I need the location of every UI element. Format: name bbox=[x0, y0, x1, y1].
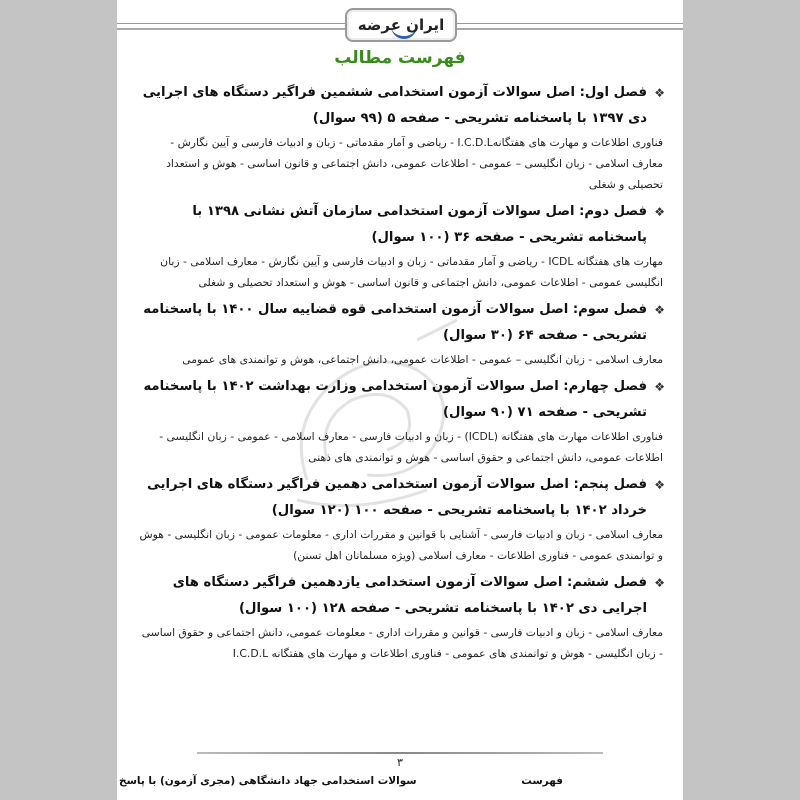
chapter-description: فناوری اطلاعات مهارت های هفتگانه (ICDL) - زبان و ادبیات فارسی - معارف اسلامی - عمومی - زبان انگلیسی - اطلاعات عمومی، دانش اجتماعی و حقوق اساسی - هوش و توانمندی های ذهنی bbox=[159, 430, 663, 464]
page-number: ۳ bbox=[397, 756, 403, 769]
chapter-title-text: فصل چهارم: اصل سوالات آزمون استخدامی وزارت بهداشت ۱۴۰۲ با پاسخنامه تشریحی - صفحه ۷۱ (۹۰ سوال) bbox=[143, 379, 647, 420]
footer-section-name: فهرست bbox=[521, 775, 563, 787]
chapter-description: معارف اسلامی - زبان و ادبیات فارسی - قوانین و مقررات اداری - معلومات عمومی، دانش اجتماعی و حقوق اساسی - زبان انگلیسی - هوش و توانمندی های عمومی - فناوری اطلاعات و مهارت های هفتگانه I.C.D.L bbox=[141, 626, 663, 660]
toc-chapter[interactable] bbox=[137, 199, 665, 293]
footer-divider bbox=[197, 752, 603, 754]
chapter-title-text: فصل ششم: اصل سوالات آزمون استخدامی یازدهمین فراگیر دستگاه های اجرایی دی ۱۴۰۲ با پاسخنامه تشریحی - صفحه ۱۲۸ (۱۰۰ سوال) bbox=[172, 575, 647, 616]
chapter-title[interactable] bbox=[137, 472, 665, 524]
diamond-bullet-icon: ❖ bbox=[654, 205, 665, 219]
logo-text: ایران عرضه bbox=[357, 16, 445, 34]
chapter-title[interactable] bbox=[137, 297, 665, 349]
chapter-title-text: فصل سوم: اصل سوالات آزمون استخدامی قوه قضاییه سال ۱۴۰۰ با پاسخنامه تشریحی - صفحه ۶۴ (۳۰ سوال) bbox=[143, 302, 647, 343]
chapter-title[interactable] bbox=[137, 570, 665, 622]
toc-chapter[interactable] bbox=[137, 297, 665, 370]
diamond-bullet-icon: ❖ bbox=[654, 86, 665, 100]
chapter-description: فناوری اطلاعات و مهارت های هفتگانهI.C.D.L - ریاضی و آمار مقدماتی - زبان و ادبیات فارسی و آیین نگارش - معارف اسلامی - زبان انگلیسی – عمومی - اطلاعات عمومی، دانش اجتماعی و قانون اساسی - هوش و استعداد تحصیلی و شغلی bbox=[166, 136, 663, 191]
chapter-title-text: فصل دوم: اصل سوالات آزمون استخدامی سازمان آتش نشانی ۱۳۹۸ با پاسخنامه تشریحی - صفحه ۳۶ (۱۰۰ سوال) bbox=[192, 204, 647, 245]
diamond-bullet-icon: ❖ bbox=[654, 380, 665, 394]
footer bbox=[117, 772, 683, 790]
toc-chapter[interactable] bbox=[137, 472, 665, 566]
toc-chapter[interactable] bbox=[137, 374, 665, 468]
chapter-title[interactable] bbox=[137, 80, 665, 132]
chapter-description: معارف اسلامی - زبان و ادبیات فارسی - آشنایی با قوانین و مقررات اداری - معلومات عمومی - زبان انگلیسی - هوش و توانمندی عمومی - فناوری اطلاعات - معارف اسلامی (ویژه مسلمانان اهل تسنن) bbox=[139, 528, 663, 562]
page-title: فهرست مطالب bbox=[334, 48, 466, 68]
chapter-description: معارف اسلامی - زبان انگلیسی – عمومی - اطلاعات عمومی، دانش اجتماعی، هوش و توانمندی های عمومی bbox=[182, 353, 663, 366]
chapter-title[interactable] bbox=[137, 374, 665, 426]
toc-chapter[interactable] bbox=[137, 570, 665, 664]
chapter-title-text: فصل پنجم: اصل سوالات آزمون استخدامی دهمین فراگیر دستگاه های اجرایی خرداد ۱۴۰۲ با پاسخنامه تشریحی - صفحه ۱۰۰ (۱۲۰ سوال) bbox=[147, 477, 647, 518]
diamond-bullet-icon: ❖ bbox=[654, 478, 665, 492]
diamond-bullet-icon: ❖ bbox=[654, 576, 665, 590]
footer-book-title: سوالات استخدامی جهاد دانشگاهی (مجری آزمون) با پاسخ bbox=[119, 775, 417, 787]
chapter-title-text: فصل اول: اصل سوالات آزمون استخدامی ششمین فراگیر دستگاه های اجرایی دی ۱۳۹۷ با پاسخنامه تشریحی - صفحه ۵ (۹۹ سوال) bbox=[142, 85, 647, 126]
chapter-description: مهارت های هفتگانه ICDL - ریاضی و آمار مقدماتی - زبان و ادبیات فارسی و آیین نگارش - معارف اسلامی - زبان انگلیسی عمومی - اطلاعات عمومی، دانش اجتماعی و قانون اساسی - هوش و استعداد تحصیلی و شغلی bbox=[160, 255, 663, 289]
chapter-title[interactable] bbox=[137, 199, 665, 251]
document-page bbox=[117, 0, 683, 800]
brand-logo bbox=[345, 8, 457, 42]
toc-list bbox=[137, 80, 665, 744]
toc-chapter[interactable] bbox=[137, 80, 665, 195]
diamond-bullet-icon: ❖ bbox=[654, 303, 665, 317]
